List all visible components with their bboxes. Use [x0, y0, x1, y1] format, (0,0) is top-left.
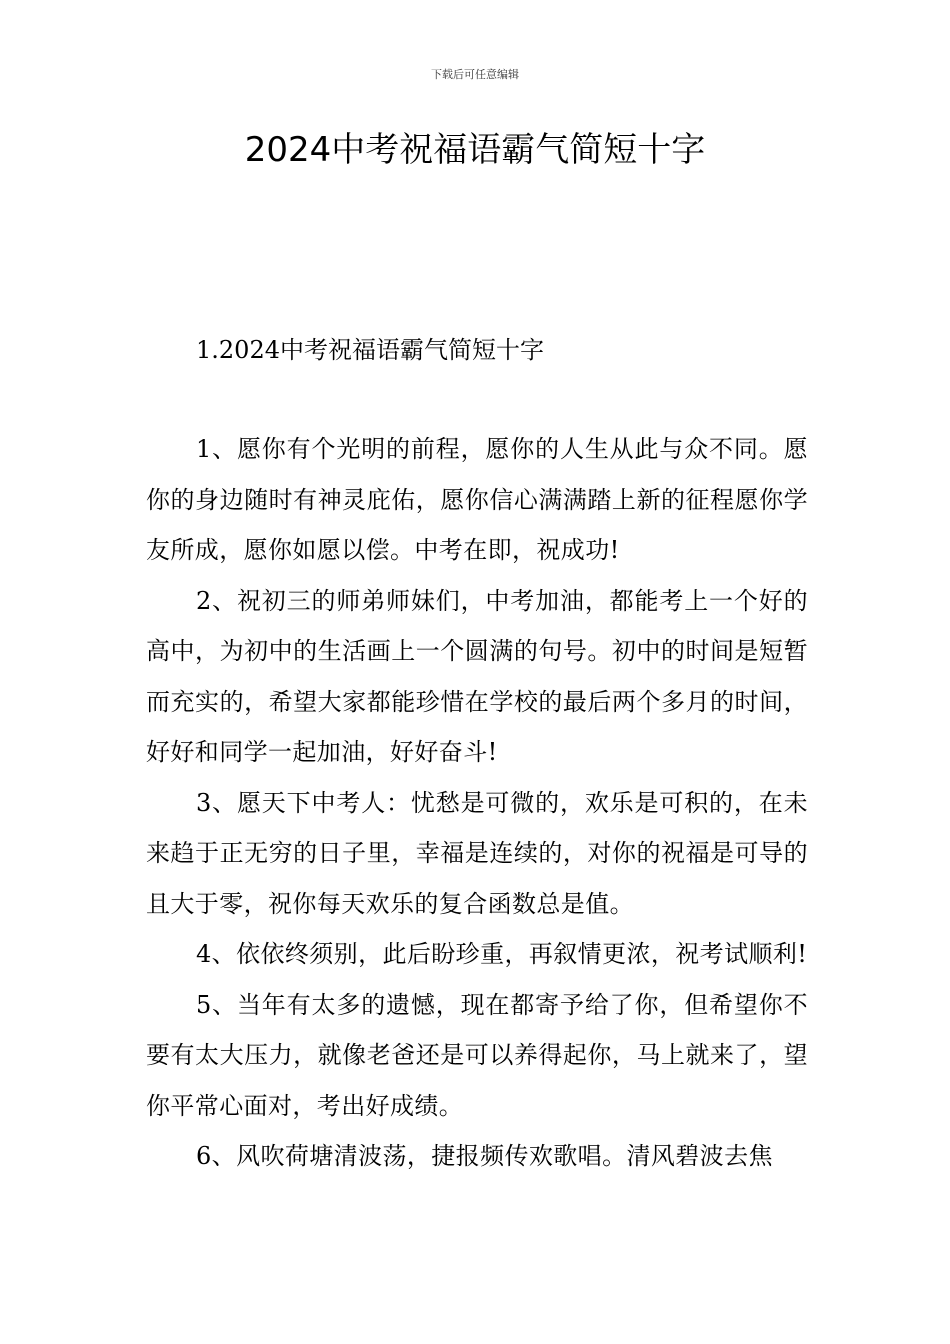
paragraph-4: 4、依依终须别，此后盼珍重，再叙情更浓，祝考试顺利!	[196, 940, 808, 968]
paragraph-6: 6、风吹荷塘清波荡，捷报频传欢歌唱。清风碧波去焦	[196, 1142, 773, 1170]
paragraph-5: 5、当年有太多的遗憾，现在都寄予给了你，但希望你不要有太大压力，就像老爸还是可以养得起你，马上就来了，望你平常心面对，考出好成绩。	[146, 990, 808, 1120]
section-heading: 1.2024中考祝福语霸气简短十字	[196, 336, 544, 364]
paragraph-3: 3、愿天下中考人：忧愁是可微的，欢乐是可积的，在未来趋于正无穷的日子里，幸福是连续的，对你的祝福是可导的且大于零，祝你每天欢乐的复合函数总是值。	[146, 788, 808, 918]
header-note: 下载后可任意编辑	[431, 68, 519, 81]
body-text	[146, 424, 808, 1182]
document-title: 2024中考祝福语霸气简短十字	[244, 130, 706, 170]
paragraph-2: 2、祝初三的师弟师妹们，中考加油，都能考上一个好的高中，为初中的生活画上一个圆满的句号。初中的时间是短暂而充实的，希望大家都能珍惜在学校的最后两个多月的时间，好好和同学一起加油，好好奋斗!	[146, 586, 808, 766]
paragraph-1: 1、愿你有个光明的前程，愿你的人生从此与众不同。愿你的身边随时有神灵庇佑，愿你信心满满踏上新的征程愿你学友所成，愿你如愿以偿。中考在即，祝成功!	[146, 435, 808, 564]
